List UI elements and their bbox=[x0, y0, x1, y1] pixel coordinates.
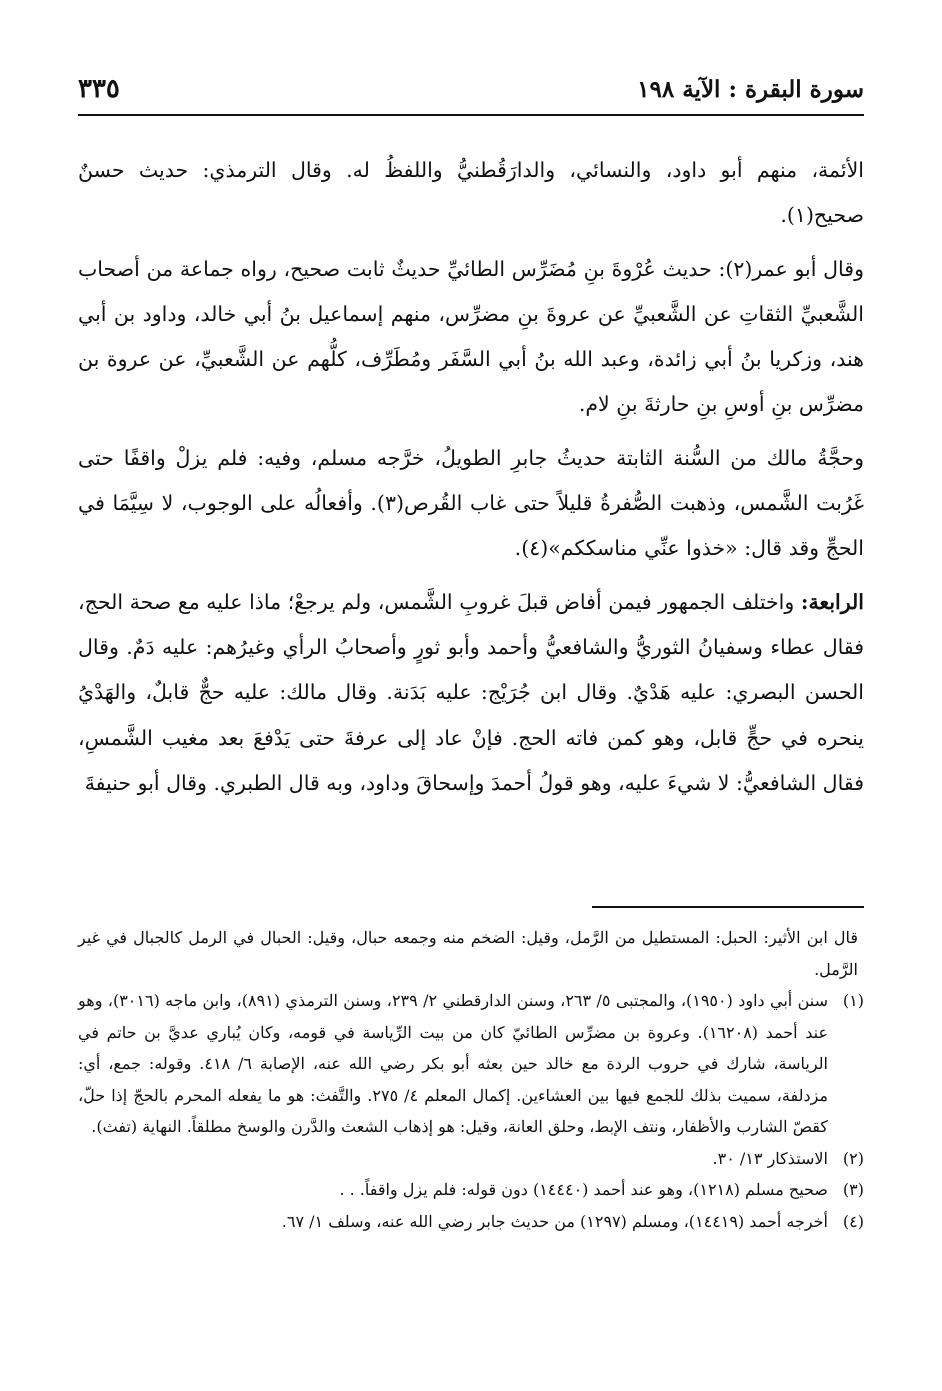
running-title: سورة البقرة : الآية ١٩٨ bbox=[637, 76, 864, 103]
main-text bbox=[78, 148, 864, 814]
footnote-1 bbox=[78, 985, 864, 1143]
footnote-number: (٢) bbox=[842, 1148, 864, 1168]
footnote-text: سنن أبي داود (١٩٥٠)، والمجتبى ٥/ ٢٦٣، وسنن الدارقطني ٢/ ٢٣٩، وسنن الترمذي (٨٩١)، وابن ماجه (٣٠١٦)، وهو عند أحمد (١٦٢٠٨). وعروة بن مضرِّس الطائيّ كان من بيت الرِّياسة في قومه، وكان يُباري عديَّ بن حاتم في الرياسة، شارك في حروب الردة مع خالد حين بعثه أبو بكر رضي الله عنه، الإصابة ٦/ ٤١٨. وقوله: جمع، أي: مزدلفة، سميت بذلك للجمع فيها بين العشاءين. إكمال المعلم ٤/ ٢٧٥. والتَّفث: هو ما يفعله المحرم بالحجّ إذا حلّ، كقصّ الشارب والأظفار، ونتف الإبط، وحلق العانة، وقيل: هو إذهاب الشعث والدَّرن والوسخ مطلقاً. النهاية (تفث). bbox=[78, 991, 829, 1136]
footnotes bbox=[78, 922, 864, 1237]
footnote-number: (٣) bbox=[842, 1180, 864, 1199]
page-number: ٣٣٥ bbox=[78, 74, 120, 104]
footnote-2 bbox=[78, 1143, 864, 1175]
footnote-number: (١) bbox=[842, 991, 864, 1010]
footnote-continuation bbox=[78, 922, 864, 985]
paragraph-4 bbox=[78, 580, 864, 806]
footnote-text: قال ابن الأثير: الحبل: المستطيل من الرَّمل، وقيل: الضخم منه وجمعه حبال، وقيل: الحبال في الرمل كالجبال في غير الرَّمل. bbox=[78, 928, 858, 979]
paragraph-text: وحجَّةُ مالك من السُّنة الثابتة حديثُ جابرِ الطويلُ، خرَّجه مسلم، وفيه: فلم يزلْ واقفًا حتى غَرُبت الشَّمس، وذهبت الصُّفرةُ قليلاً حتى غاب القُرص(٣). وأفعالُه على الوجوب، لا سِيَّمَا في الحجِّ وقد قال: «خذوا عنِّي مناسككم»(٤). bbox=[78, 445, 864, 561]
page-header bbox=[78, 70, 864, 116]
footnote-3 bbox=[78, 1174, 864, 1206]
paragraph-text: واختلف الجمهور فيمن أفاض قبلَ غروبِ الشَّمس، ولم يرجعْ؛ ماذا عليه مع صحة الحج، فقال عطاء وسفيانُ الثوريُّ والشافعيُّ وأحمد وأبو ثورٍ وأصحابُ الرأي وغيرُهم: عليه دَمٌ. وقال الحسن البصري: عليه هَدْيٌ. وقال ابن جُرَيْج: عليه بَدَنة. وقال مالك: عليه حجٌّ قابلٌ، والهَدْيُ ينحره في حجٍّ قابل، وهو كمن فاته الحج. فإنْ عاد إلى عرفةَ حتى يَدْفعَ بعد مغيب الشَّمسِ، فقال الشافعيُّ: لا شيءَ عليه، وهو قولُ أحمدَ وإسحاقَ وداود، وبه قال الطبري. وقال أبو حنيفةَ bbox=[78, 589, 864, 795]
footnote-text: صحيح مسلم (١٢١٨)، وهو عند أحمد (١٤٤٤٠) دون قوله: فلم يزل واقفاً. . . bbox=[339, 1180, 828, 1199]
paragraph-text: الأئمة، منهم أبو داود، والنسائي، والدارَقُطنيُّ واللفظُ له. وقال الترمذي: حديث حسنٌ صحيح(١). bbox=[78, 158, 864, 228]
footnote-text: الاستذكار ١٣/ ٣٠. bbox=[712, 1148, 828, 1168]
footnote-separator bbox=[592, 906, 864, 908]
footnote-number: (٤) bbox=[842, 1211, 864, 1231]
paragraph-1 bbox=[78, 148, 864, 239]
paragraph-text: وقال أبو عمر(٢): حديث عُرْوةَ بنِ مُضَرِّس الطائيِّ حديثٌ ثابت صحيح، رواه جماعة من أصحاب الشَّعبيِّ الثقاتِ عن الشَّعبيِّ عن عروةَ بنِ مضرِّس، منهم إسماعيل بنُ أبي خالد، وداود بن أبي هند، وزكريا بنُ أبي زائدة، وعبد الله بنُ أبي السَّفَر ومُطَرِّف، كلُّهم عن الشَّعبيِّ، عن عروة بن مضرِّس بنِ أوسِ بنِ حارثةَ بنِ لام. bbox=[78, 256, 864, 417]
paragraph-2 bbox=[78, 247, 864, 428]
footnote-text: أخرجه أحمد (١٤٤١٩)، ومسلم (١٢٩٧) من حديث جابر رضي الله عنه، وسلف ١/ ٦٧. bbox=[281, 1211, 828, 1231]
footnote-4 bbox=[78, 1206, 864, 1238]
section-heading: الرابعة: bbox=[800, 589, 864, 614]
paragraph-3 bbox=[78, 436, 864, 572]
